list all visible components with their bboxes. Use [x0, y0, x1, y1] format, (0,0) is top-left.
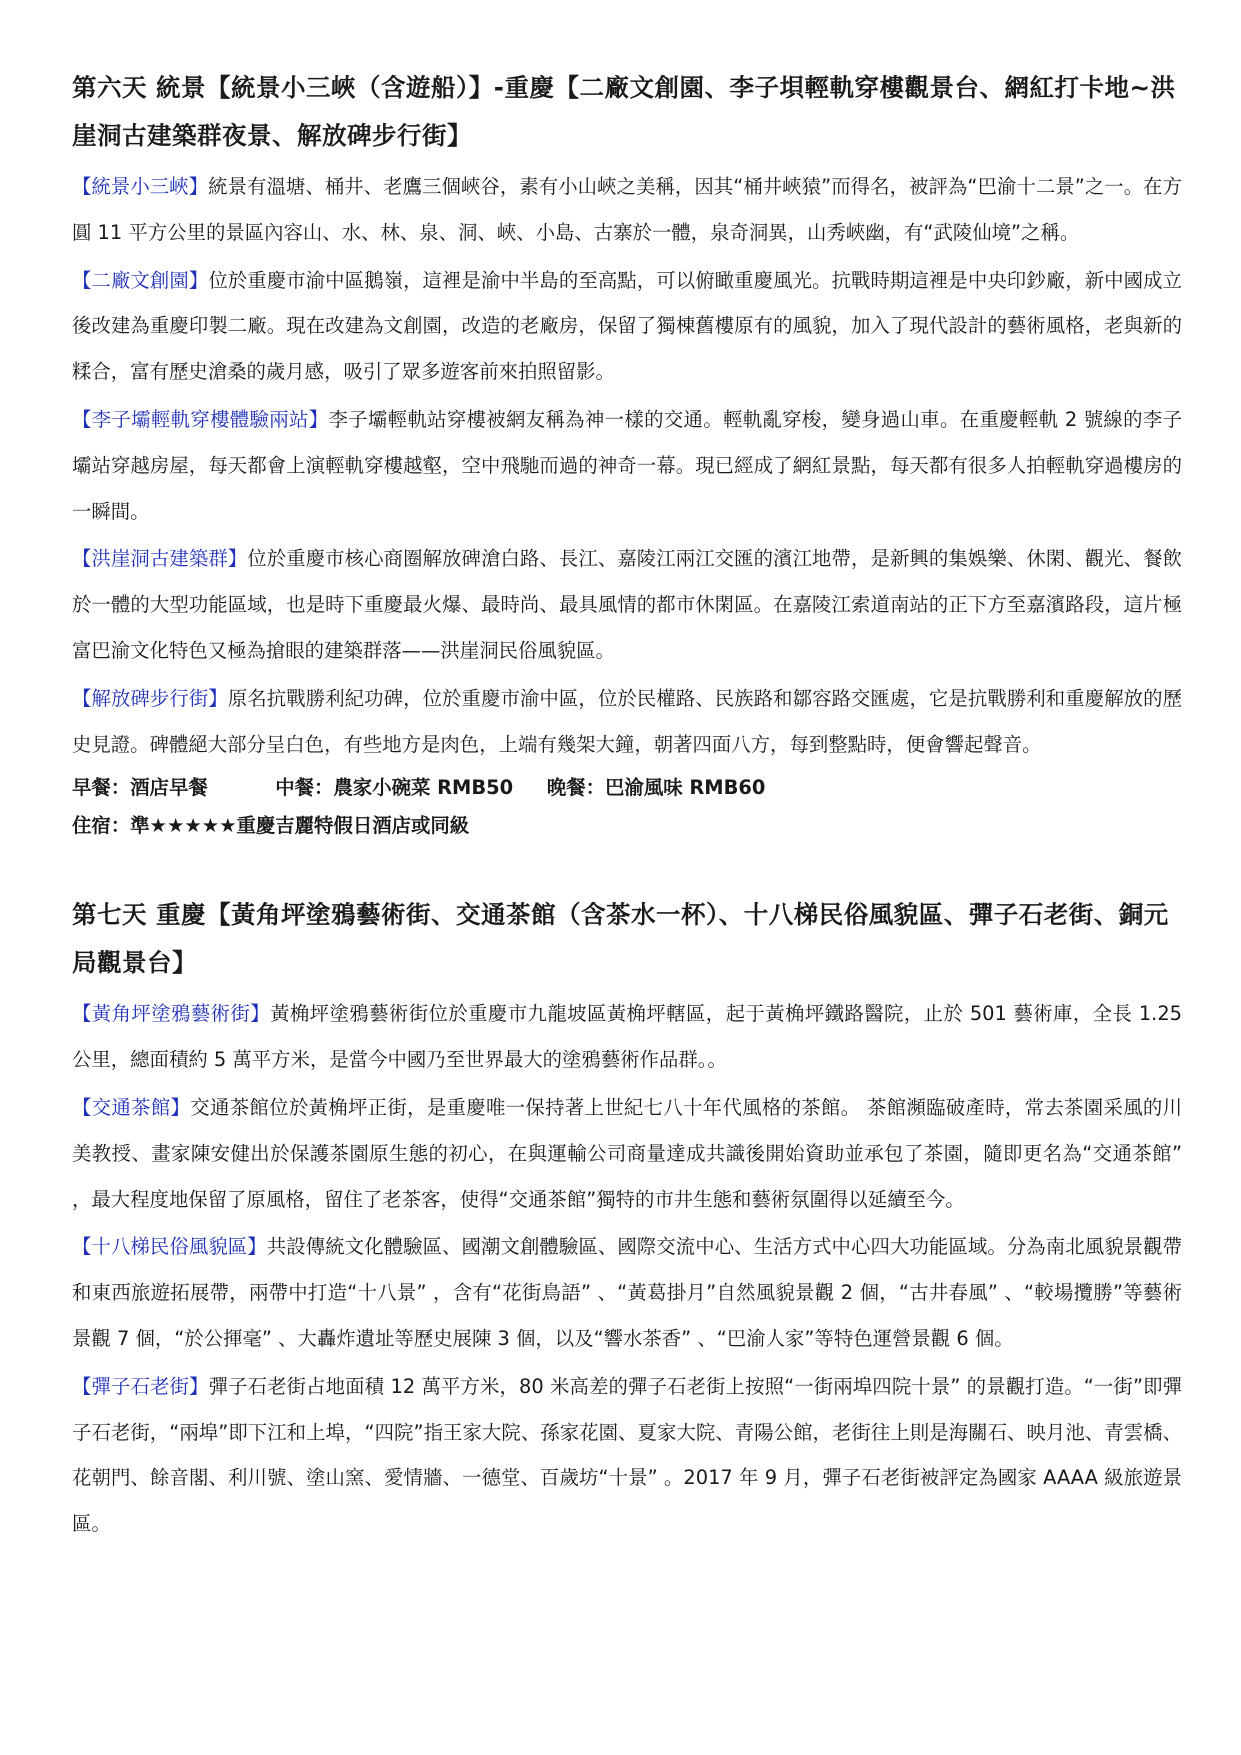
attraction-paragraph — [72, 1224, 1182, 1361]
attraction-text: 位於重慶市渝中區鵝嶺，這裡是渝中半島的至高點，可以俯瞰重慶風光。抗戰時期這裡是中央印鈔廠，新中國成立後改建為重慶印製二廠。現在改建為文創園，改造的老廠房，保留了獨棟舊樓原有的風貌，加入了現代設計的藝術風格，老與新的糅合，富有歷史滄桑的歲月感，吸引了眾多遊客前來拍照留影。 — [72, 268, 1182, 384]
attraction-paragraph — [72, 1364, 1182, 1547]
attraction-tag: 【交通茶館】 — [72, 1095, 191, 1119]
attraction-tag: 【統景小三峽】 — [72, 175, 209, 198]
attraction-text: 共設傳統文化體驗區、國潮文創體驗區、國際交流中心、生活方式中心四大功能區域。分為南北風貌景觀帶和東西旅遊拓展帶，兩帶中打造“十八景” ，含有“花街鳥語” 、“黃葛掛月”自然風貌景觀 2 個，“古井春風” 、“較場攬勝”等藝術景觀 7 個，“於公揮毫” 、大轟炸遺址等歷史展陳 3 個，以及“響水茶香” 、“巴渝人家”等特色運營景觀 6 個。 — [72, 1235, 1183, 1350]
attraction-text: 黃桷坪塗鴉藝術街位於重慶市九龍坡區黃桷坪轄區，起于黃桷坪鐵路醫院，止於 501 藝術庫，全長 1.25 公里，總面積約 5 萬平方米，是當今中國乃至世界最大的塗鴉藝術作品群。。 — [72, 1002, 1182, 1072]
day6-section — [72, 64, 1182, 845]
attraction-paragraph — [72, 676, 1182, 768]
section-spacer — [72, 845, 1182, 891]
attraction-text: 原名抗戰勝利紀功碑，位於重慶市渝中區，位於民權路、民族路和鄒容路交匯處，它是抗戰勝利和重慶解放的歷史見證。碑體絕大部分呈白色，有些地方是肉色，上端有幾架大鐘，朝著四面八方，每到整點時，便會響起聲音。 — [72, 686, 1183, 756]
attraction-tag: 【彈子石老街】 — [72, 1374, 209, 1398]
attraction-tag: 【黃角坪塗鴉藝術街】 — [72, 1002, 271, 1026]
attraction-tag: 【李子壩輕軌穿樓體驗兩站】 — [72, 407, 329, 431]
attraction-paragraph — [72, 1085, 1182, 1222]
attraction-text: 李子壩輕軌站穿樓被網友稱為神一樣的交通。輕軌亂穿梭，變身過山車。在重慶輕軌 2 號線的李子壩站穿越房屋，每天都會上演輕軌穿樓越壑，空中飛馳而過的神奇一幕。現已經成了網紅景點，每天都有很多人拍輕軌穿過樓房的一瞬間。 — [72, 407, 1182, 523]
day6-title: 第六天 統景【統景小三峽（含遊船）】-重慶【二廠文創園、李子垻輕軌穿樓觀景台、網紅打卡地~洪崖洞古建築群夜景、解放碑步行街】 — [72, 73, 1176, 150]
day7-section — [72, 891, 1182, 1547]
attraction-paragraph — [72, 258, 1182, 395]
attraction-text: 彈子石老街占地面積 12 萬平方米，80 米高差的彈子石老街上按照“一街兩埠四院十景” 的景觀打造。“一街”即彈子石老街，“兩埠”即下江和上埠，“四院”指王家大院、孫家花園、夏家大院、青陽公館，老街往上則是海關石、映月池、青雲橋、花朝門、餘音閣、利川號、塗山窯、愛情牆、一德堂、百歲坊“十景” 。2017 年 9 月，彈子石老街被評定為國家 AAAA 級旅遊景區。 — [72, 1374, 1183, 1536]
hotel-line: 住宿：準★★★★★重慶吉麗特假日酒店或同級 — [72, 814, 470, 838]
attraction-text: 交通茶館位於黃桷坪正街，是重慶唯一保持著上世紀七八十年代風格的茶館。 茶館瀕臨破產時，常去茶園采風的川美教授、畫家陳安健出於保護茶園原生態的初心，在與運輸公司商量達成共識後開始資助並承包了茶園，隨即更名為“交通茶館” ，最大程度地保留了原風格，留住了老茶客，使得“交通茶館”獨特的市井生態和藝術氛圍得以延續至今。 — [72, 1095, 1183, 1211]
day7-title: 第七天 重慶【黃角坪塗鴉藝術街、交通茶館（含茶水一杯）、十八梯民俗風貌區、彈子石老街、銅元局觀景台】 — [72, 900, 1169, 978]
attraction-paragraph — [72, 397, 1182, 534]
itinerary-page — [72, 64, 1182, 1549]
attraction-text: 統景有溫塘、桶井、老鷹三個峽谷，素有小山峽之美稱，因其“桶井峽猿”而得名，被評為“巴渝十二景”之一。在方圓 11 平方公里的景區內容山、水、林、泉、洞、峽、小島、古寨於一體，泉奇洞異，山秀峽幽，有“武陵仙境”之稱。 — [72, 175, 1182, 244]
attraction-tag: 【十八梯民俗風貌區】 — [72, 1235, 267, 1259]
attraction-paragraph — [72, 991, 1182, 1083]
attraction-tag: 【解放碑步行街】 — [72, 686, 228, 710]
attraction-text: 位於重慶市核心商圈解放碑滄白路、長江、嘉陵江兩江交匯的濱江地帶，是新興的集娛樂、休閑、觀光、餐飲於一體的大型功能區域，也是時下重慶最火爆、最時尚、最具風情的都市休閑區。在嘉陵江索道南站的正下方至嘉濱路段，這片極富巴渝文化特色又極為搶眼的建築群落——洪崖洞民俗風貌區。 — [72, 547, 1183, 662]
attraction-tag: 【洪崖洞古建築群】 — [72, 547, 248, 571]
attraction-paragraph — [72, 164, 1182, 256]
attraction-tag: 【二廠文創園】 — [72, 268, 209, 292]
meals-line: 早餐：酒店早餐 中餐：農家小碗菜 RMB50 晚餐：巴渝風味 RMB60 — [72, 776, 766, 800]
attraction-paragraph — [72, 536, 1182, 673]
